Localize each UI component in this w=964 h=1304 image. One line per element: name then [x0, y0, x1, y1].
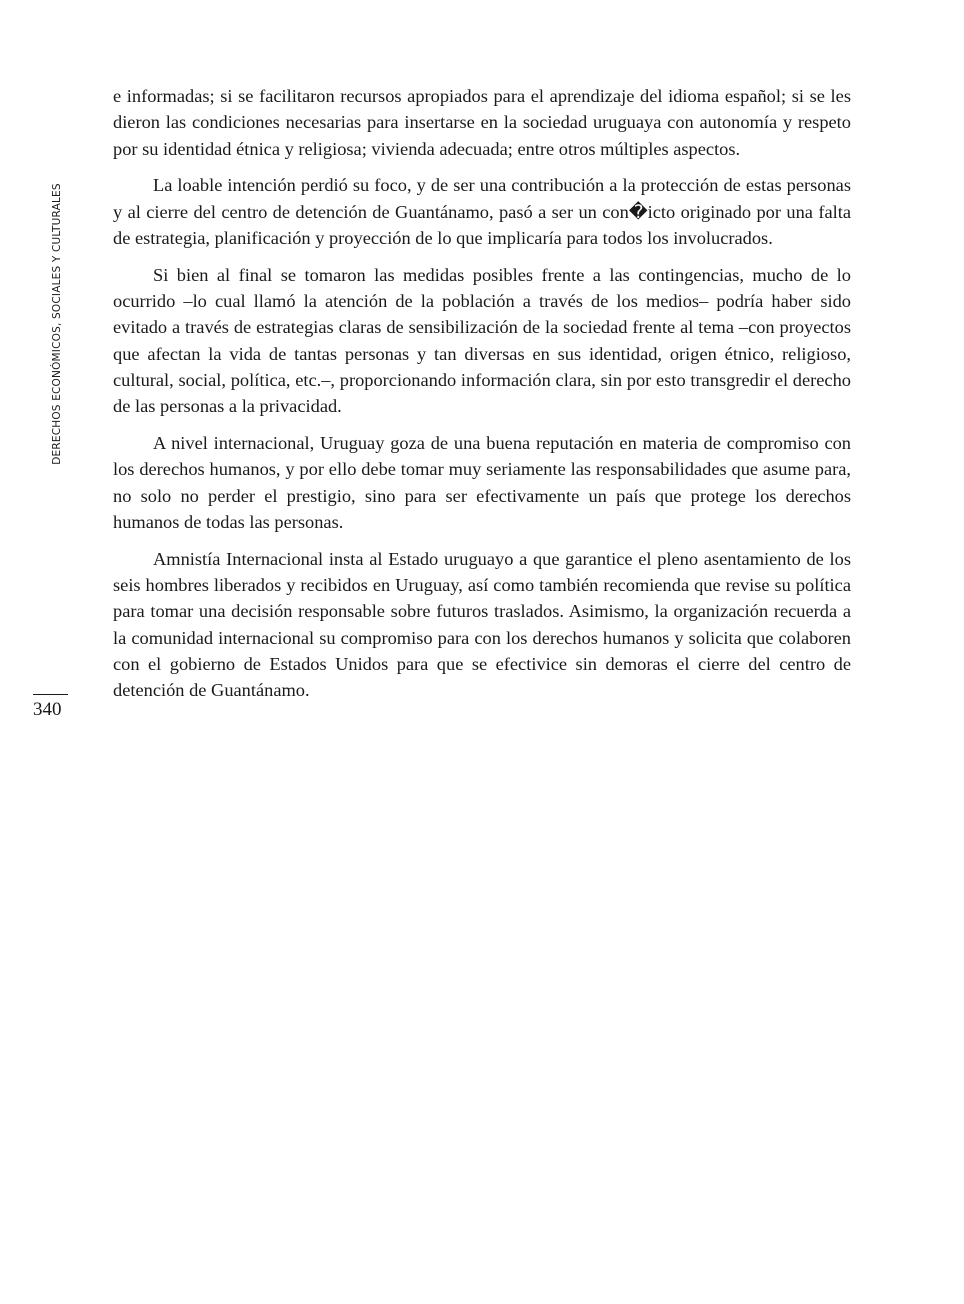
paragraph-3: Si bien al final se tomaron las medidas posibles frente a las contingencias, mucho de lo ocurrido –lo cual llamó la atención de la población a través de los medios– podría haber sido evitado a través de estrategias claras de sensibilización de la sociedad frente al tema –con proyectos que afectan la vida de tantas personas y tan diversas en sus identidad, origen étnico, religioso, cultural, social, política, etc.–, proporcionando información clara, sin por esto transgredir el derecho de las personas a la privacidad.	[113, 264, 851, 417]
page-number-rule	[33, 694, 68, 695]
running-header-text: DERECHOS ECONÓMICOS, SOCIALES Y CULTURALES	[51, 183, 63, 465]
page-number: 340	[33, 699, 62, 720]
paragraph-2: La loable intención perdió su foco, y de ser una contribución a la protección de estas personas y al cierre del centro de detención de Guantánamo, pasó a ser un con�icto originado por una falta de estrategia, planificación y proyección de lo que implicaría para todos los involucrados.	[113, 175, 851, 248]
paragraph-1: e informadas; si se facilitaron recursos apropiados para el aprendizaje del idioma español; si se les dieron las condiciones necesarias para insertarse en la sociedad uruguaya con autonomía y respeto por su identidad étnica y religiosa; vivienda adecuada; entre otros múltiples aspectos.	[113, 86, 851, 159]
paragraph-4: A nivel internacional, Uruguay goza de una buena reputación en materia de compromiso con los derechos humanos, y por ello debe tomar muy seriamente las responsabilidades que asume para, no solo no perder el prestigio, sino para ser efectivamente un país que protege los derechos humanos de todas las personas.	[113, 433, 851, 532]
body-text	[113, 83, 851, 714]
paragraph-5: Amnistía Internacional insta al Estado uruguayo a que garantice el pleno asentamiento de los seis hombres liberados y recibidos en Uruguay, así como también recomienda que revise su política para tomar una decisión responsable sobre futuros traslados. Asimismo, la organización recuerda a la comunidad internacional su compromiso para con los derechos humanos y solicita que colaboren con el gobierno de Estados Unidos para que se efectivice sin demoras el cierre del centro de detención de Guantánamo.	[113, 548, 851, 701]
